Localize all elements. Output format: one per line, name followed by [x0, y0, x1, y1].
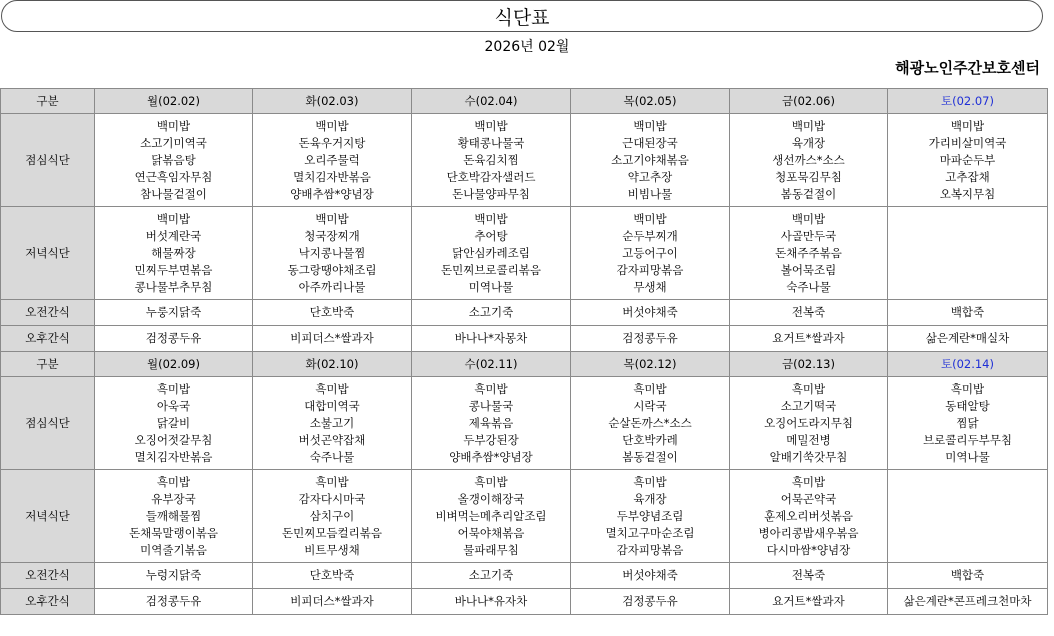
menu-cell: 검정콩두유 — [571, 326, 730, 352]
menu-cell: 바나나*자몽차 — [412, 326, 571, 352]
menu-item: 브로콜리두부무침 — [923, 432, 1012, 447]
menu-item: 추어탕 — [474, 228, 508, 243]
menu-cell: 단호박죽 — [253, 563, 412, 589]
am-snack-row — [1, 563, 1048, 589]
menu-item: 제육볶음 — [468, 415, 514, 430]
menu-item: 유부장국 — [151, 491, 196, 506]
menu-item: 백미밥 — [156, 118, 191, 133]
menu-item: 멸치김자반볶음 — [134, 449, 213, 464]
menu-item: 흑미밥 — [791, 474, 826, 489]
menu-item: 콩나물부추무침 — [134, 279, 213, 294]
week-header-row — [1, 352, 1048, 377]
menu-cell: 전복죽 — [730, 300, 888, 326]
menu-item: 참나물겉절이 — [140, 186, 207, 201]
menu-item: 민찌두부면볶음 — [134, 262, 213, 277]
menu-item: 백미밥 — [791, 118, 826, 133]
menu-item: 청포묵김무침 — [775, 169, 842, 184]
menu-item: 돈민찌브로콜리볶음 — [441, 262, 541, 277]
menu-cell — [888, 114, 1048, 207]
menu-item: 닭갈비 — [156, 415, 191, 430]
menu-item: 흑미밥 — [791, 381, 826, 396]
menu-item: 육개장 — [791, 135, 826, 150]
menu-item: 훈제오리버섯볶음 — [764, 508, 853, 523]
menu-item: 백미밥 — [791, 211, 826, 226]
menu-item: 닭안심카레조림 — [452, 245, 530, 260]
menu-item: 올갱이해장국 — [457, 491, 525, 506]
menu-item: 황태콩나물국 — [457, 135, 525, 150]
menu-cell — [412, 114, 571, 207]
pm-snack-row — [1, 589, 1048, 615]
menu-item: 낙지콩나물찜 — [298, 245, 366, 260]
menu-cell — [888, 377, 1048, 470]
meal-plan-table — [0, 88, 1048, 615]
day-header: 목(02.12) — [571, 352, 730, 377]
menu-item: 동태알탕 — [945, 398, 990, 413]
menu-cell: 버섯야채죽 — [571, 563, 730, 589]
menu-cell: 검정콩두유 — [571, 589, 730, 615]
menu-item: 버섯계란국 — [145, 228, 202, 243]
day-header: 수(02.04) — [412, 89, 571, 114]
menu-item: 찜닭 — [956, 415, 979, 430]
menu-item: 소고기떡국 — [780, 398, 837, 413]
menu-item: 백미밥 — [633, 118, 667, 133]
menu-cell: 비피더스*쌀과자 — [253, 589, 412, 615]
menu-cell — [730, 207, 888, 300]
menu-item: 비빔나물 — [627, 186, 673, 201]
menu-item: 두부양념조림 — [616, 508, 684, 523]
menu-item: 백미밥 — [315, 118, 349, 133]
menu-item: 멸치김자반볶음 — [293, 169, 371, 184]
menu-item: 순두부찌개 — [622, 228, 678, 243]
menu-item: 흑미밥 — [156, 474, 191, 489]
dinner-row — [1, 207, 1048, 300]
menu-item: 육개장 — [633, 491, 667, 506]
menu-cell — [571, 207, 730, 300]
row-label: 오후간식 — [1, 589, 95, 615]
menu-item: 백미밥 — [315, 211, 349, 226]
menu-item: 삼치구이 — [309, 508, 355, 523]
menu-cell: 백합죽 — [888, 300, 1048, 326]
menu-item: 미역줄기볶음 — [140, 542, 207, 557]
menu-item: 돈육김치찜 — [463, 152, 519, 167]
menu-item: 흑미밥 — [315, 381, 349, 396]
menu-item: 양배추쌈*양념장 — [449, 449, 533, 464]
pm-snack-row — [1, 326, 1048, 352]
menu-cell: 소고기죽 — [412, 300, 571, 326]
menu-item: 비트무생채 — [304, 542, 360, 557]
menu-item: 무생채 — [633, 279, 667, 294]
menu-cell — [571, 377, 730, 470]
menu-cell: 비피더스*쌀과자 — [253, 326, 412, 352]
day-header: 월(02.09) — [95, 352, 253, 377]
lunch-row — [1, 114, 1048, 207]
day-header: 화(02.03) — [253, 89, 412, 114]
row-label: 오전간식 — [1, 300, 95, 326]
day-header: 목(02.05) — [571, 89, 730, 114]
menu-item: 시락국 — [633, 398, 667, 413]
menu-item: 다시마쌈*양념장 — [766, 542, 851, 557]
menu-item: 오징어도라지무침 — [764, 415, 853, 430]
row-label: 저녁식단 — [1, 207, 95, 300]
menu-cell — [888, 207, 1048, 300]
menu-cell — [730, 377, 888, 470]
menu-item: 오징어젓갈무침 — [134, 432, 213, 447]
day-header: 금(02.06) — [730, 89, 888, 114]
menu-cell: 단호박죽 — [253, 300, 412, 326]
menu-item: 돈나물양파무침 — [452, 186, 530, 201]
menu-item: 흑미밥 — [633, 381, 667, 396]
menu-item: 감자피망볶음 — [616, 542, 684, 557]
menu-item: 단호박감자샐러드 — [446, 169, 536, 184]
menu-item: 물파래무침 — [463, 542, 519, 557]
menu-item: 비벼먹는메추리알조림 — [435, 508, 547, 523]
day-header: 토(02.14) — [888, 352, 1048, 377]
menu-item: 근대된장국 — [622, 135, 678, 150]
row-label: 오후간식 — [1, 326, 95, 352]
menu-cell — [95, 114, 253, 207]
menu-item: 흑미밥 — [315, 474, 349, 489]
row-label: 점심식단 — [1, 377, 95, 470]
lunch-row — [1, 377, 1048, 470]
menu-item: 메밀전병 — [786, 432, 831, 447]
menu-item: 멸치고구마순조림 — [605, 525, 695, 540]
dinner-row — [1, 470, 1048, 563]
menu-item: 두부강된장 — [463, 432, 519, 447]
menu-cell: 소고기죽 — [412, 563, 571, 589]
menu-item: 콩나물국 — [468, 398, 514, 413]
menu-cell — [253, 207, 412, 300]
menu-item: 양배추쌈*양념장 — [290, 186, 374, 201]
menu-item: 돈육우거지탕 — [298, 135, 366, 150]
menu-item: 생선까스*소스 — [772, 152, 845, 167]
menu-cell: 누렁지닭죽 — [95, 563, 253, 589]
menu-item: 돈민찌모듬컬리볶음 — [282, 525, 382, 540]
day-header: 월(02.02) — [95, 89, 253, 114]
menu-item: 순살돈까스*소스 — [608, 415, 692, 430]
menu-item: 감자다시마국 — [298, 491, 366, 506]
menu-item: 청국장찌개 — [304, 228, 360, 243]
menu-cell: 삶은계란*매실차 — [888, 326, 1048, 352]
menu-item: 약고추장 — [627, 169, 673, 184]
row-label: 저녁식단 — [1, 470, 95, 563]
menu-month: 2026년 02월 — [484, 39, 570, 55]
menu-cell — [730, 114, 888, 207]
menu-cell — [571, 114, 730, 207]
menu-cell — [571, 470, 730, 563]
menu-item: 흑미밥 — [474, 381, 508, 396]
menu-item: 오리주물럭 — [304, 152, 360, 167]
menu-item: 아주까리나물 — [298, 279, 366, 294]
menu-item: 숙주나물 — [786, 279, 831, 294]
menu-item: 미역나물 — [468, 279, 514, 294]
menu-cell: 요거트*쌀과자 — [730, 326, 888, 352]
menu-item: 고등어구이 — [622, 245, 678, 260]
menu-item: 마파순두부 — [939, 152, 996, 167]
menu-item: 아욱국 — [156, 398, 191, 413]
am-snack-row — [1, 300, 1048, 326]
menu-item: 오복지무침 — [939, 186, 996, 201]
page-title: 식단표 — [1, 0, 1043, 32]
row-label: 점심식단 — [1, 114, 95, 207]
menu-item: 백미밥 — [474, 211, 508, 226]
menu-cell: 누룽지닭죽 — [95, 300, 253, 326]
menu-cell — [888, 470, 1048, 563]
menu-cell: 버섯야채죽 — [571, 300, 730, 326]
menu-item: 봄동겉절이 — [622, 449, 678, 464]
day-header: 토(02.07) — [888, 89, 1048, 114]
menu-cell — [730, 470, 888, 563]
menu-item: 흑미밥 — [950, 381, 985, 396]
day-header: 수(02.11) — [412, 352, 571, 377]
menu-item: 어묵곤약국 — [780, 491, 837, 506]
menu-cell — [253, 377, 412, 470]
menu-cell — [253, 114, 412, 207]
menu-item: 감자피망볶음 — [616, 262, 684, 277]
menu-cell — [253, 470, 412, 563]
menu-item: 어묵야채볶음 — [457, 525, 525, 540]
day-header: 화(02.10) — [253, 352, 412, 377]
menu-item: 알배기쑥갓무침 — [769, 449, 848, 464]
menu-item: 돈채묵말랭이볶음 — [129, 525, 218, 540]
menu-cell — [95, 207, 253, 300]
menu-item: 병아리콩밥새우볶음 — [758, 525, 859, 540]
menu-item: 단호박카레 — [622, 432, 678, 447]
center-name: 해광노인주간보호센터 — [895, 59, 1040, 77]
menu-item: 흑미밥 — [633, 474, 667, 489]
menu-item: 동그랑땡야채조림 — [287, 262, 377, 277]
menu-item: 가리비살미역국 — [928, 135, 1007, 150]
menu-item: 숙주나물 — [309, 449, 355, 464]
menu-item: 소고기미역국 — [140, 135, 207, 150]
menu-item: 흑미밥 — [156, 381, 191, 396]
menu-item: 돈채주주볶음 — [775, 245, 842, 260]
menu-item: 들깨해물찜 — [145, 508, 202, 523]
menu-item: 백미밥 — [950, 118, 985, 133]
menu-item: 백미밥 — [633, 211, 667, 226]
menu-cell — [412, 377, 571, 470]
menu-item: 미역나물 — [945, 449, 990, 464]
menu-item: 사골만두국 — [780, 228, 837, 243]
menu-item: 고추잡채 — [945, 169, 990, 184]
menu-item: 백미밥 — [474, 118, 508, 133]
menu-item: 연근흑임자무침 — [134, 169, 213, 184]
gubun-header: 구분 — [1, 352, 95, 377]
menu-cell: 요거트*쌀과자 — [730, 589, 888, 615]
menu-cell: 바나나*유자차 — [412, 589, 571, 615]
menu-item: 흑미밥 — [474, 474, 508, 489]
day-header: 금(02.13) — [730, 352, 888, 377]
menu-cell: 전복죽 — [730, 563, 888, 589]
menu-cell — [95, 470, 253, 563]
menu-cell: 백합죽 — [888, 563, 1048, 589]
menu-item: 대합미역국 — [304, 398, 360, 413]
menu-item: 볼어묵조림 — [780, 262, 837, 277]
menu-item: 닭볶음탕 — [151, 152, 196, 167]
menu-cell — [95, 377, 253, 470]
menu-cell: 검정콩두유 — [95, 326, 253, 352]
menu-item: 버섯곤약잡채 — [298, 432, 366, 447]
menu-cell: 삶은계란*콘프레크천마차 — [888, 589, 1048, 615]
menu-cell — [412, 470, 571, 563]
menu-item: 소고기야채볶음 — [611, 152, 689, 167]
menu-item: 해물짜장 — [151, 245, 196, 260]
menu-item: 소불고기 — [309, 415, 355, 430]
menu-item: 봄동겉절이 — [780, 186, 837, 201]
row-label: 오전간식 — [1, 563, 95, 589]
menu-cell — [412, 207, 571, 300]
week-header-row — [1, 89, 1048, 114]
menu-item: 백미밥 — [156, 211, 191, 226]
gubun-header: 구분 — [1, 89, 95, 114]
menu-cell: 검정콩두유 — [95, 589, 253, 615]
